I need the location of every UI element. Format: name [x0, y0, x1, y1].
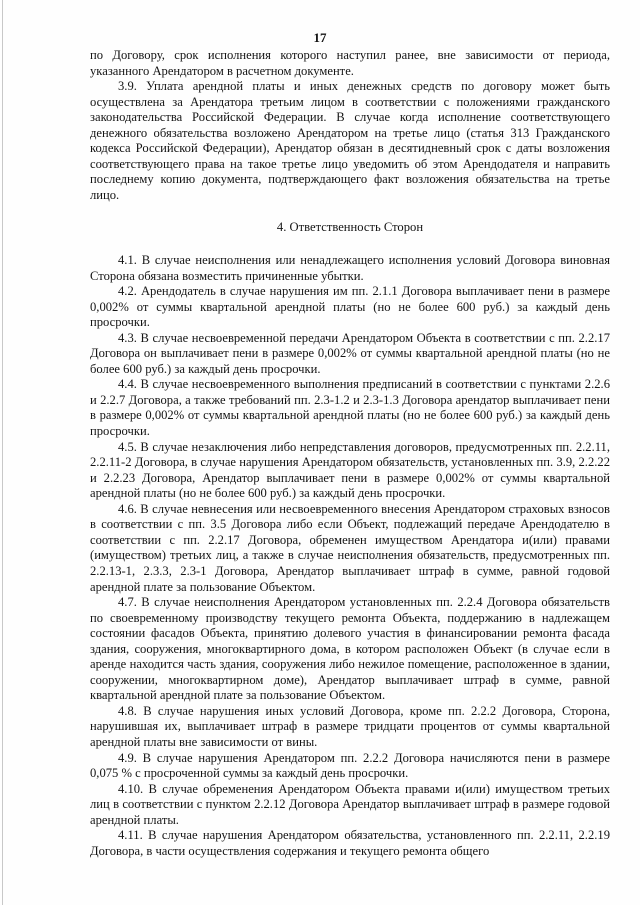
- page-number: 17: [313, 30, 327, 45]
- paragraph-3-9: 3.9. Уплата арендной платы и иных денежных средств по договору может быть осуществлена за Арендатора третьим лицом в соответствии с положениями гражданского законодательства Российской Федерации. В случае когда исполнение соответствующего денежного обязательства возложено Арендатором на третье лицо (статья 313 Гражданского кодекса Российской Федерации), Арендатор обязан в десятидневный срок с даты возложения соответствующего права на такое третье лицо уведомить об этом Арендодателя и направить последнему копию документа, подтверждающего факт возложения обязательства на третье лицо.: [90, 79, 610, 202]
- paragraph-4-5: 4.5. В случае незаключения либо непредставления договоров, предусмотренных пп. 2.2.11, 2.2.11-2 Договора, в случае нарушения Арендатором обязательств, установленных пп. 3.9, 2.2.22 и 2.2.23 Договора, Арендатор выплачивает пени в размере 0,002% от суммы квартальной арендной платы (но не более 600 руб.) за каждый день просрочки.: [90, 439, 610, 501]
- paragraph-4-6: 4.6. В случае невнесения или несвоевременного внесения Арендатором страховых взносов в соответствии с пп. 3.5 Договора либо если Объект, подлежащий передаче Арендодателю в соответствии с пп. 2.2.17 Договора, обременен имуществом Арендатора и(или) правами (имуществом) третьих лиц, а также в случае неисполнения обязательств, предусмотренных пп. 2.2.13-1, 2.3.3, 2.3-1 Договора, Арендатор выплачивает штраф в сумме, равной годовой арендной плате за пользование Объектом.: [90, 501, 610, 594]
- section-title: 4. Ответственность Сторон: [276, 220, 424, 235]
- paragraph-4-8: 4.8. В случае нарушения иных условий Договора, кроме пп. 2.2.2 Договора, Сторона, нарушившая их, выплачивает штраф в размере тридцати процентов от суммы квартальной арендной платы вне зависимости от вины.: [90, 703, 610, 749]
- paragraph-4-7: 4.7. В случае неисполнения Арендатором установленных пп. 2.2.4 Договора обязательств по своевременному производству текущего ремонта Объекта, поддержанию в надлежащем состоянии фасадов Объекта, принятию долевого участия в финансировании ремонта фасада здания, сооружения, многоквартирного дома, в котором расположен Объект (в случае если в аренде находится часть здания, сооружения либо нежилое помещение, расположенное в здании, сооружении, многоквартирном доме), Арендатор выплачивает штраф в сумме, равной квартальной арендной плате за пользование Объектом.: [90, 595, 610, 703]
- document-body: [90, 48, 610, 859]
- scan-edge: [2, 0, 3, 905]
- paragraph-4-10: 4.10. В случае обременения Арендатором Объекта правами и(или) имуществом третьих лиц в соответствии с пунктом 2.2.12 Договора Арендатор выплачивает штраф в размере годовой арендной платы.: [90, 781, 610, 827]
- paragraph-4-4: 4.4. В случае несвоевременного выполнения предписаний в соответствии с пунктами 2.2.6 и 2.2.7 Договора, а также требований пп. 2.3-1.2 и 2.3-1.3 Договора арендатор выплачивает пени в размере 0,002% от суммы квартальной арендной платы (но не более 600 руб.) за каждый день просрочки.: [90, 377, 610, 439]
- paragraph-4-1: 4.1. В случае неисполнения или ненадлежащего исполнения условий Договора виновная Сторона обязана возместить причиненные убытки.: [90, 253, 610, 283]
- paragraph-4-2: 4.2. Арендодатель в случае нарушения им пп. 2.1.1 Договора выплачивает пени в размере 0,002% от суммы квартальной арендной платы (но не более 600 руб.) за каждый день просрочки.: [90, 284, 610, 330]
- paragraph-4-3: 4.3. В случае несвоевременной передачи Арендатором Объекта в соответствии с пп. 2.2.17 Договора он выплачивает пени в размере 0,002% от суммы квартальной арендной платы (но не более 600 руб.) за каждый день просрочки.: [90, 330, 610, 376]
- paragraph-4-11: 4.11. В случае нарушения Арендатором обязательства, установленного пп. 2.2.11, 2.2.19 Договора, в части осуществления содержания и текущего ремонта общего: [90, 828, 610, 858]
- paragraph-continuation: по Договору, срок исполнения которого наступил ранее, вне зависимости от периода, указанного Арендатором в расчетном документе.: [90, 48, 610, 78]
- paragraph-4-9: 4.9. В случае нарушения Арендатором пп. 2.2.2 Договора начисляются пени в размере 0,075 % с просроченной суммы за каждый день просрочки.: [90, 750, 610, 781]
